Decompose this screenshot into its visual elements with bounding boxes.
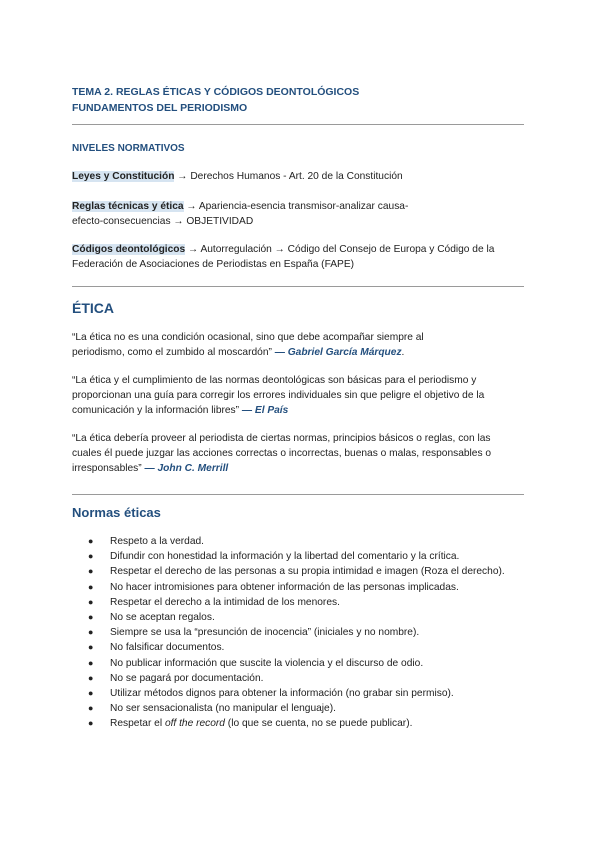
quote-merrill (72, 431, 512, 476)
list-item-text: Respeto a la verdad. (110, 536, 205, 547)
list-item-text: No hacer intromisiones para obtener información de las personas implicadas. (110, 581, 459, 593)
nivel-text: → Derechos Humanos - Art. 20 de la Constitución (174, 171, 403, 182)
list-item-text: Difundir con honestidad la información y la libertad del comentario y la crítica. (110, 551, 460, 563)
divider-top (72, 124, 524, 125)
divider-etica (72, 494, 524, 495)
nivel-item (72, 169, 532, 184)
list-item (72, 564, 527, 579)
list-item-text: Siempre se usa la “presunción de inocencia” (iniciales y no nombre). (110, 627, 420, 639)
list-item-text: No se pagará por documentación. (110, 672, 264, 684)
list-item (72, 686, 527, 701)
bullet-icon: ● (88, 596, 94, 607)
title-line-1: TEMA 2. REGLAS ÉTICAS Y CÓDIGOS DEONTOLÓGICOS (72, 86, 360, 98)
bullet-icon: ● (88, 642, 94, 653)
nivel-term: Leyes y Constitución (72, 171, 175, 182)
list-item (72, 716, 527, 731)
list-item (72, 610, 527, 625)
bullet-icon: ● (88, 566, 94, 577)
list-item-text: No ser sensacionalista (no manipular el lenguaje). (110, 703, 336, 715)
bullet-icon: ● (88, 581, 94, 592)
bullet-icon: ● (88, 688, 94, 699)
quote-el-pais (72, 373, 492, 418)
nivel-text: → Autorregulación → Código del Consejo de Europa y Código de la Federación de Asociaciones de Periodistas en España (FAPE) (72, 244, 495, 270)
bullet-icon: ● (88, 551, 94, 562)
list-item-text: (lo que se cuenta, no se puede publicar). (224, 718, 413, 730)
bullet-icon: ● (88, 536, 94, 546)
list-item (72, 534, 527, 549)
list-item (72, 671, 527, 686)
quote-text: “La ética no es una condición ocasional, sino que debe acompañar siempre al periodismo, como el zumbido al moscardón” (72, 332, 424, 358)
bullet-icon: ● (88, 612, 94, 623)
nivel-term: Reglas técnicas y ética (72, 201, 184, 212)
list-item-text: Utilizar métodos dignos para obtener la información (no grabar sin permiso). (110, 688, 454, 700)
list-item (72, 549, 527, 564)
bullet-icon: ● (88, 703, 94, 714)
list-item-text: Respetar el derecho de las personas a su propia intimidad e imagen (Roza el derecho). (110, 566, 505, 578)
list-item-text: Respetar el (110, 718, 165, 730)
list-item (72, 625, 527, 640)
list-item (72, 656, 527, 671)
nivel-term: Códigos deontológicos (72, 244, 186, 255)
quote-text: “La ética y el cumplimiento de las normas deontológicas son básicas para el periodismo y proporcionan una guía para corregir los errores individuales sin que peligre el objetivo de la comunicación y la información libres” (72, 375, 485, 416)
list-item-emphasis: off the record (164, 718, 225, 730)
bullet-icon: ● (88, 718, 94, 729)
list-item-text: No publicar información que suscite la violencia y el discurso de odio. (110, 657, 424, 669)
list-item (72, 701, 527, 716)
etica-heading: ÉTICA (72, 300, 114, 316)
divider-niveles (72, 286, 524, 287)
bullet-icon: ● (88, 627, 94, 638)
title-line-2: FUNDAMENTOS DEL PERIODISMO (72, 102, 248, 114)
niveles-heading: NIVELES NORMATIVOS (72, 143, 185, 154)
nivel-item (72, 242, 527, 272)
list-item-text: Respetar el derecho a la intimidad de los menores. (110, 596, 340, 608)
document-title (72, 84, 359, 116)
quote-tail: . (401, 347, 405, 358)
list-item (72, 595, 527, 610)
quote-author: — El País (241, 405, 289, 416)
list-item (72, 580, 527, 595)
bullet-icon: ● (88, 657, 94, 668)
list-item-text: No falsificar documentos. (110, 642, 225, 654)
nivel-text: → Apariencia-esencia transmisor-analizar causa-efecto-consecuencias → OBJETIVIDAD (72, 201, 409, 227)
quote-author: — Gabriel García Márquez (274, 347, 402, 358)
quote-text: “La ética debería proveer al periodista de ciertas normas, principios básicos o reglas, con las cuales él puede juzgar las acciones correctas o incorrectas, buenas o malas, responsables o irresponsables” (72, 433, 492, 474)
normas-list (72, 534, 527, 732)
list-item-text: No se aceptan regalos. (110, 612, 215, 624)
quote-garcia-marquez (72, 330, 472, 360)
quote-author: — John C. Merrill (144, 463, 229, 474)
nivel-item (72, 199, 412, 229)
bullet-icon: ● (88, 672, 94, 683)
list-item (72, 640, 527, 655)
normas-heading: Normas éticas (72, 505, 161, 520)
